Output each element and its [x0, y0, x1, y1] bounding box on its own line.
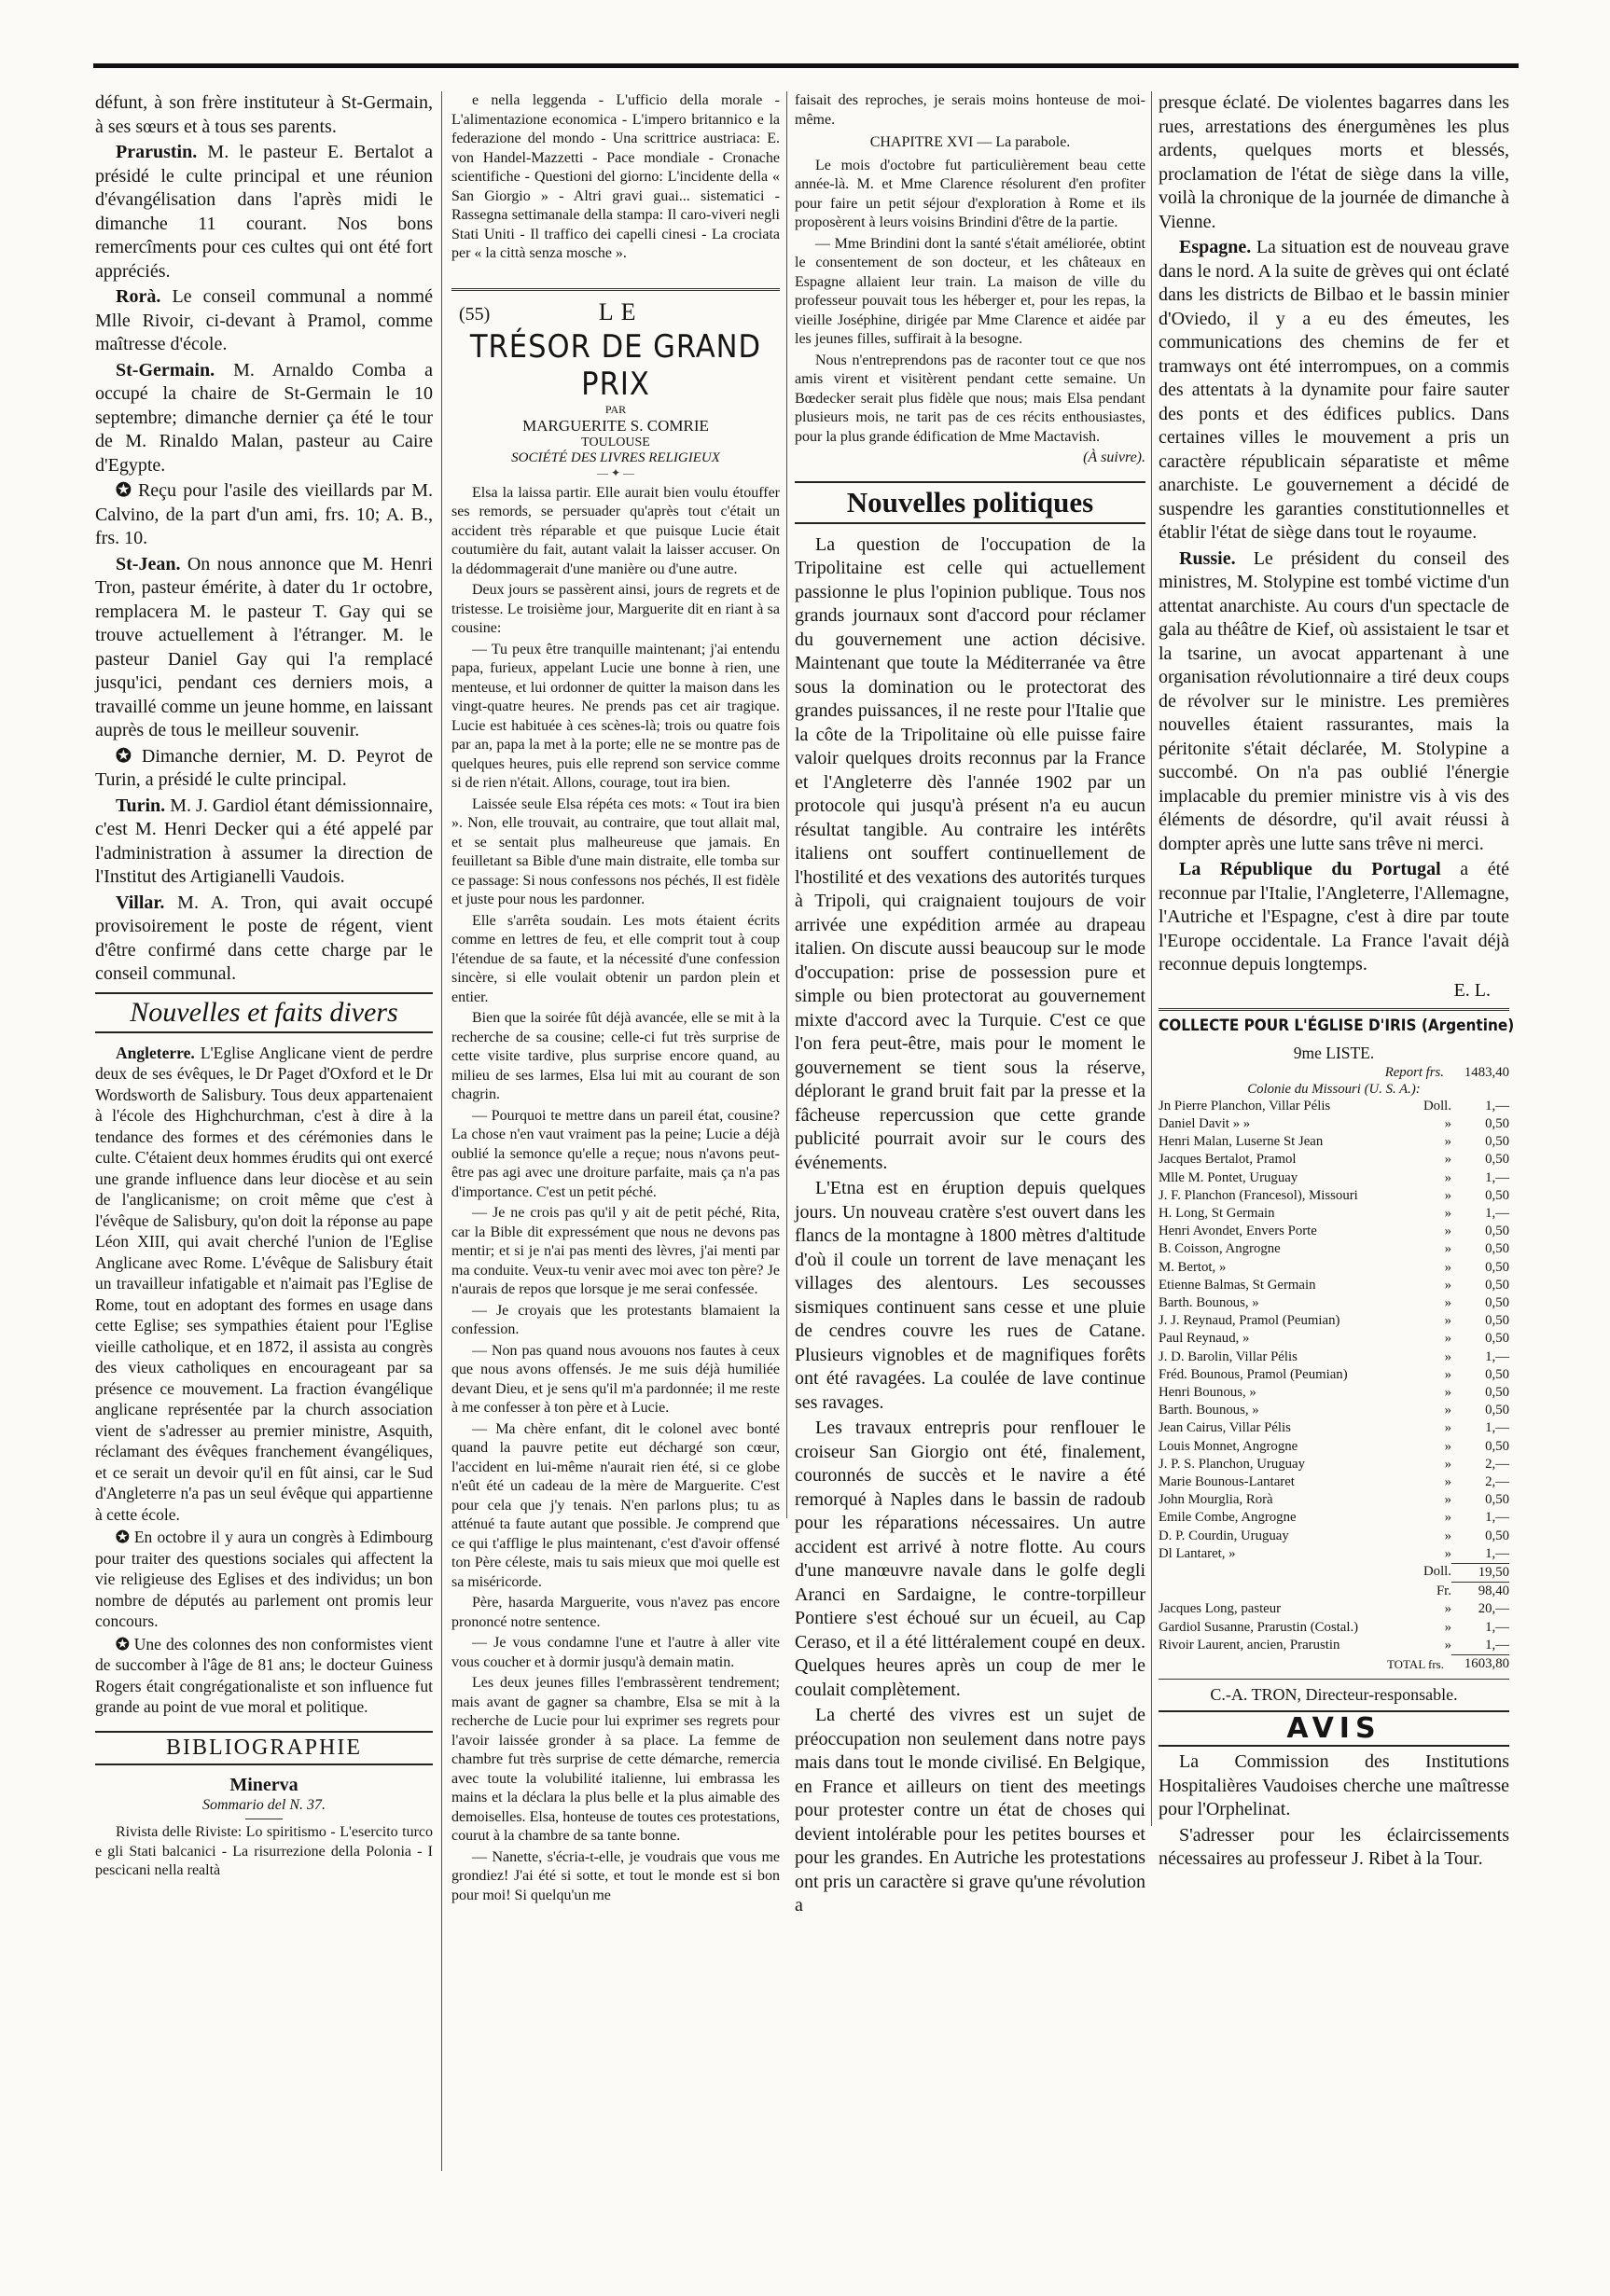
text-paragraph: Deux jours se passèrent ainsi, jours de regrets et de tristesse. Le troisième jour, Marguerite dit en riant à sa cousine:: [451, 582, 780, 636]
donation-amount: 0,50: [1485, 1115, 1509, 1131]
collecte-row: [1159, 1277, 1509, 1294]
collecte-row: [1159, 1187, 1509, 1205]
donation-amount: 0,50: [1485, 1259, 1509, 1275]
collecte-row: [1159, 1402, 1509, 1419]
nouvelles-heading: Nouvelles et faits divers: [95, 992, 433, 1033]
feuilleton-city: TOULOUSE: [581, 435, 650, 450]
donation-amount: 0,50: [1485, 1331, 1509, 1347]
news-paragraph: [1159, 91, 1509, 234]
text-paragraph: — Mme Brindini dont la santé s'était améliorée, obtint le consentement de son docteur, et les châteaux en Espagne allaient leur train. La maison de ville du professeur pouvait tous les héberger et, pour les repas, la vieille Joséphine, dirigée par Mme Clarence et aidée par les jeunes filles, suffirait à la besogne.: [795, 235, 1145, 347]
currency-mark: »: [1444, 1134, 1451, 1150]
collecte-row: [1159, 1205, 1509, 1223]
fr-label: Fr.: [1436, 1583, 1451, 1598]
paragraph-lead: ✪: [116, 480, 132, 501]
collecte-row: [1159, 1619, 1509, 1637]
donor-name: Jacques Bertalot, Pramol: [1159, 1152, 1297, 1168]
text-paragraph: Elle s'arrêta soudain. Les mots étaient écrits comme en lettres de feu, et elle comprit tout à coup l'étendue de sa faute, et la nécessité d'une confession sincère, si elle voulait obtenir un pardon plein et entier.: [451, 912, 780, 1005]
collecte-row: [1159, 1419, 1509, 1437]
text-paragraph: Père, hasarda Marguerite, vous n'avez pas encore prononcé notre sentence.: [451, 1595, 780, 1630]
currency-mark: »: [1444, 1241, 1451, 1257]
collecte-table: [1159, 1064, 1509, 1082]
news-paragraph: [95, 1527, 433, 1632]
paragraph-lead: ✪: [116, 1634, 130, 1653]
donation-amount: 0,50: [1485, 1384, 1509, 1400]
doll-total: 19,50: [1451, 1563, 1509, 1582]
collecte-heading: COLLECTE POUR L'ÉGLISE D'IRIS (Argentine): [1159, 1008, 1509, 1035]
collecte-row: [1159, 1330, 1509, 1348]
donation-amount: 1,—: [1485, 1098, 1509, 1113]
doll-label: Doll.: [1423, 1564, 1451, 1580]
collecte-row: [1159, 1151, 1509, 1169]
donation-amount: 1,—: [1485, 1169, 1509, 1185]
donor-name: Daniel Davit » »: [1159, 1115, 1251, 1131]
collecte-subtotals: [1159, 1563, 1509, 1600]
paragraph-lead: ✪: [116, 1528, 130, 1546]
donation-amount: 0,50: [1485, 1241, 1509, 1257]
directeur-responsable: C.-A. TRON, Directeur-responsable.: [1210, 1685, 1458, 1705]
paragraph-lead: St-Germain.: [116, 359, 215, 380]
collecte-row: [1159, 1294, 1509, 1312]
column-divider: [786, 91, 787, 1518]
paragraph-text: Une des colonnes des non conformistes vient de succomber à l'âge de 81 ans; le docteur Guiness Rogers était congrégationaliste et son influence fut grande au point de vue moral et politique.: [95, 1634, 433, 1716]
currency-mark: »: [1444, 1313, 1451, 1329]
feuilleton-chapter-body: [795, 157, 1145, 448]
text-paragraph: — Je croyais que les protestants blamaient la confession.: [451, 1302, 780, 1337]
currency-mark: »: [1444, 1545, 1451, 1561]
text-paragraph: — Je vous condamne l'une et l'autre à aller vite vous coucher et à dormir jusqu'à demain matin.: [451, 1635, 780, 1670]
collecte-row: [1159, 1240, 1509, 1258]
currency-mark: »: [1444, 1366, 1451, 1382]
total-value: 1603,80: [1451, 1655, 1509, 1674]
donation-amount: 1,—: [1485, 1545, 1509, 1561]
currency-mark: »: [1444, 1456, 1451, 1472]
column-divider: [1151, 91, 1152, 1826]
collecte-row: [1159, 1133, 1509, 1151]
currency-mark: »: [1444, 1637, 1451, 1653]
donation-amount: 0,50: [1485, 1294, 1509, 1310]
paragraph-text: presque éclaté. De violentes bagarres dans les rues, arrestations des énergumènes les plus ardents, quelques morts et blessés, proclamation de l'état de siège dans la ville, voilà la chronique de la journée de dimanche à Vienne.: [1159, 92, 1509, 232]
total-label: TOTAL frs.: [1386, 1656, 1444, 1671]
paragraph-text: Le conseil communal a nommé Mlle Rivoir, ci-devant à Pramol, comme maîtresse d'école.: [95, 286, 433, 354]
currency-mark: »: [1444, 1205, 1451, 1221]
news-paragraph: [95, 745, 433, 793]
collecte-row: [1159, 1456, 1509, 1473]
currency-mark: »: [1444, 1510, 1451, 1526]
collecte-row: [1159, 1637, 1509, 1654]
news-paragraph: [95, 553, 433, 743]
collecte-row: [1159, 1491, 1509, 1509]
politiques-body: [795, 533, 1145, 1918]
text-paragraph: — Non pas quand nous avouons nos fautes à ceux que nous avons offensés. Je me suis déjà humiliée devant Dieu, et je sens qu'il m'a pardonnée; il me reste à me confesser à ton père et à Lucie.: [451, 1342, 780, 1416]
paragraph-text: On nous annonce que M. Henri Tron, pasteur émérite, à dater du 1r octobre, remplacera M. le pasteur T. Gay qui se trouve actuellement à l'étranger. M. le pasteur Daniel Gay qui l'a remplacé jusqu'ici, pendant ces derniers mois, a travaillé comme un jeune homme, en laissant auprès de tous le meilleur souvenir.: [95, 553, 433, 740]
donor-name: Louis Monnet, Angrogne: [1159, 1438, 1298, 1454]
foreign-news: [1159, 91, 1509, 977]
avis-heading: AVIS: [1159, 1710, 1509, 1747]
feuilleton-continued: faisait des reproches, je serais moins honteuse de moi-même.: [795, 92, 1145, 128]
paragraph-lead: Espagne.: [1179, 237, 1252, 257]
column-4: [1159, 91, 1515, 1874]
currency-mark: »: [1444, 1294, 1451, 1310]
donation-amount: 0,50: [1485, 1528, 1509, 1543]
paragraph-text: La situation est de nouveau grave dans le nord. A la suite de grèves qui ont éclaté dans les districts de Bilbao et le bassin minier d'Oviedo, il y a eu des émeutes, les communications des chemins de fer et tramways ont été interrompues, on a commis des attentats à la dynamite pour faire sauter des ponts et des édifices publics. Dans certaines villes le mouvement a pris un caractère républicain séparatiste et même anarchiste. Le gouvernement a décidé de suspendre les garanties constitutionnelles et établir l'état de siège dans tout le royaume.: [1159, 237, 1510, 543]
feuilleton-par: PAR: [604, 402, 627, 416]
donor-name: M. Bertot, »: [1159, 1259, 1227, 1275]
paragraph-lead: La République du Portugal: [1179, 859, 1441, 879]
donor-name: Henri Malan, Luserne St Jean: [1159, 1134, 1324, 1150]
donor-name: D. P. Courdin, Uruguay: [1159, 1528, 1289, 1543]
collecte-row: [1159, 1473, 1509, 1491]
paragraph-lead: ✪: [116, 745, 132, 767]
top-rule: [93, 63, 1519, 68]
collecte-row: [1159, 1366, 1509, 1384]
donor-name: Gardiol Susanne, Prarustin (Costal.): [1159, 1619, 1359, 1635]
news-paragraph: [95, 285, 433, 357]
text-paragraph: — Je ne crois pas qu'il y ait de petit péché, Rita, car la Bible dit expressément que nous ne devons pas mentir; et si je n'ai pas menti des lèvres, j'ai menti par ma conduite. Veux-tu venir avec moi avec ton père? Je n'aurais de repos que lorsque je me serai confessée.: [451, 1205, 780, 1297]
currency-mark: »: [1444, 1169, 1451, 1185]
donor-name: J. D. Barolin, Villar Pélis: [1159, 1349, 1298, 1364]
donor-name: Jn Pierre Planchon, Villar Pélis: [1159, 1098, 1331, 1113]
ornament-icon: — ✦ —: [596, 465, 635, 479]
currency-mark: »: [1444, 1349, 1451, 1364]
paragraph-text: En octobre il y aura un congrès à Edimbourg pour traiter des questions sociales qui affectent la vie religieuse des Eglises et des individus; un bon nombre de députés au parlement ont promis leur concours.: [95, 1528, 433, 1630]
donation-amount: 0,50: [1485, 1313, 1509, 1329]
text-paragraph: Bien que la soirée fût déjà avancée, elle se mit à la recherche de sa cousine; celle-ci fut très surprise de cette visite tardive, plus surprise encore quand, au milieu de ses larmes, Elsa lui mit au courant de son chagrin.: [451, 1010, 780, 1102]
donation-amount: 0,50: [1485, 1134, 1509, 1150]
currency-mark: »: [1444, 1601, 1451, 1617]
donor-name: Emile Combe, Angrogne: [1159, 1510, 1297, 1526]
donor-name: Paul Reynaud, »: [1159, 1331, 1250, 1347]
paragraph-lead: St-Jean.: [116, 553, 181, 574]
currency-mark: »: [1444, 1152, 1451, 1168]
donation-amount: 2,—: [1485, 1473, 1509, 1489]
currency-mark: Doll.: [1423, 1098, 1451, 1113]
donor-name: John Mourglia, Rorà: [1159, 1492, 1273, 1508]
text-paragraph: La cherté des vivres est un sujet de préoccupation non seulement dans notre pays mais dans tout le monde civilisé. En Belgique, en France et ailleurs on tient des meetings pour protester contre un état de choses qui devient intolérable pour les petites bourses et pour les grandes. En Autriche les protestations ont pris un caractère si grave qu'une révolution a: [795, 1705, 1145, 1916]
currency-mark: »: [1444, 1420, 1451, 1436]
donation-amount: 1,—: [1485, 1205, 1509, 1221]
collecte-row: [1159, 1098, 1509, 1115]
collecte-total: [1159, 1654, 1509, 1673]
currency-mark: »: [1444, 1224, 1451, 1239]
paragraph-text: M. A. Tron, qui avait occupé provisoirement le poste de régent, vient d'être confirmé dans cette charge par le conseil communal.: [95, 892, 433, 984]
minerva-title: Minerva: [229, 1774, 298, 1795]
nouvelles-body: [95, 1043, 433, 1718]
donor-name: H. Long, St Germain: [1159, 1205, 1275, 1221]
column-3: [795, 91, 1145, 1920]
feuilleton-body: [451, 484, 780, 1906]
donor-name: Jean Cairus, Villar Pélis: [1159, 1420, 1291, 1436]
paragraph-text: M. Arnaldo Comba a occupé la chaire de St-Germain le 10 septembre; dimanche dernier ça été le tour de M. Rinaldo Malan, pasteur au Caire d'Egypte.: [95, 359, 433, 476]
collecte-row: [1159, 1545, 1509, 1563]
column-2: [451, 91, 780, 1907]
text-paragraph: Elsa la laissa partir. Elle aurait bien voulu étouffer ses remords, se persuader qu'après tout c'était un accident très réparable et que puisque Lucie était coutumière du fait, autant valait la laisser accuser. On la dédommagerait d'une manière ou d'une autre.: [451, 484, 780, 577]
currency-mark: »: [1444, 1115, 1451, 1131]
news-paragraph: [95, 91, 433, 139]
donation-amount: 1,—: [1485, 1637, 1509, 1653]
news-paragraph: [1159, 858, 1509, 977]
donation-amount: 1,—: [1485, 1420, 1509, 1436]
text-paragraph: La question de l'occupation de la Tripolitaine est celle qui actuellement passionne le plus l'opinion publique. Tous nos grands journaux sont d'accord pour réclamer du gouvernement une action décisive. Maintenant que toute la Méditerranée va être sous la domination ou le protectorat des grandes puissances, il ne reste pour l'Italie que la côte de la Tripolitaine où elle puisse faire valoir quelques droits reconnus par la France et l'Angleterre dès l'année 1902 par un protocole qui jusqu'à présent n'a eu aucun résultat tangible. Au contraire les intérêts italiens ont souffert continuellement de l'hostilité et des vexations des autorités turques à Tripoli, qui craignaient toujours de voir arrivée une expédition armée au drapeau italien. On discute aussi beaucoup sur le mode d'occupation: prise de possession pure et simple ou bien protectorat au gouvernement mixte d'accord avec la Turquie. C'est ce que l'on fera peut-être, mais pour le moment le gouvernement se tient sous la réserve, déplorant le grand bruit fait par la presse et la fâcheuse repercussion que cette grande publicité pourrait avoir sur le cours des événements.: [795, 533, 1145, 1173]
donation-amount: 0,50: [1485, 1187, 1509, 1203]
donor-name: Henri Bounous, »: [1159, 1384, 1256, 1400]
currency-mark: »: [1444, 1259, 1451, 1275]
text-paragraph: L'Etna est en éruption depuis quelques jours. Un nouveau cratère s'est ouvert dans les flancs de la montagne à 1800 mètres d'altitude d'où il coule un torrent de lave menaçant les villages des alentours. Les secousses sismiques continuent sans cesse et une pluie de cendres couvre les rues de Catane. Plusieurs vignobles et de magnifiques forêts ont été ravagées. La coulée de lave continue ses ravages.: [795, 1178, 1145, 1413]
news-paragraph: [95, 892, 433, 987]
news-paragraph: [1159, 547, 1509, 857]
donor-name: Dl Lantaret, »: [1159, 1545, 1236, 1561]
donation-amount: 0,50: [1485, 1277, 1509, 1293]
donor-name: J. P. S. Planchon, Uruguay: [1159, 1456, 1306, 1472]
collecte-row: [1159, 1312, 1509, 1330]
paragraph-lead: Turin.: [116, 795, 166, 816]
donor-name: J. F. Planchon (Francesol), Missouri: [1159, 1187, 1358, 1203]
paragraph-lead: Russie.: [1179, 547, 1236, 569]
politiques-heading: Nouvelles politiques: [795, 481, 1145, 524]
paragraph-lead: Villar.: [116, 892, 165, 913]
paragraph-text: M. le pasteur E. Bertalot a présidé le culte principal et une réunion d'évangélisation dans l'après midi le dimanche 11 courant. Nos bons remercîments pour ces cultes qui ont été fort appréciés.: [95, 142, 433, 282]
currency-mark: »: [1444, 1438, 1451, 1454]
feuilleton-le: LE: [598, 297, 644, 325]
collecte-row: [1159, 1438, 1509, 1456]
currency-mark: »: [1444, 1492, 1451, 1508]
donation-amount: 1,—: [1485, 1349, 1509, 1364]
news-paragraph: [95, 1043, 433, 1526]
text-paragraph: Nous n'entreprendons pas de raconter tout ce que nos amis virent et visitèrent pendant cette semaine. Un Bœdecker serait plus fidèle que nous; mais Elsa pendant plusieurs mois, ne tarit pas de ces récits enthousiastes, pour la plus grande édification de Mme Mactavish.: [795, 352, 1145, 445]
donation-amount: 2,—: [1485, 1456, 1509, 1472]
liste-number: 9me LISTE.: [1293, 1044, 1375, 1062]
paragraph-text: a été reconnue par l'Italie, l'Angleterre, l'Allemagne, l'Autriche et l'Espagne, c'est à dire par toute l'Europe occidentale. La France l'avait déjà reconnue depuis longtemps.: [1159, 859, 1510, 975]
donor-name: J. J. Reynaud, Pramol (Peumian): [1159, 1313, 1340, 1329]
paragraph-text: Dimanche dernier, M. D. Peyrot de Turin, a présidé le culte principal.: [95, 745, 433, 790]
collecte-row: [1159, 1349, 1509, 1366]
paragraph-lead: Angleterre.: [116, 1043, 195, 1062]
paragraph-lead: Rorà.: [116, 286, 161, 307]
paragraph-text: M. J. Gardiol étant démissionnaire, c'est M. Henri Decker qui a été appelé par l'administration à assumer la direction de l'Institut des Artigianelli Vaudois.: [95, 795, 433, 887]
currency-mark: »: [1444, 1331, 1451, 1347]
currency-mark: »: [1444, 1403, 1451, 1418]
fr-total: 98,40: [1451, 1583, 1509, 1601]
donation-amount: 0,50: [1485, 1152, 1509, 1168]
news-paragraph: [95, 795, 433, 890]
report-value: 1483,40: [1464, 1064, 1509, 1080]
donor-name: B. Coisson, Angrogne: [1159, 1241, 1281, 1257]
collecte-row: [1159, 1528, 1509, 1545]
donation-amount: 20,—: [1478, 1601, 1509, 1617]
avis-text-2: S'adresser pour les éclaircissements nécessaires au professeur J. Ribet à la Tour.: [1159, 1824, 1509, 1870]
paragraph-text: défunt, à son frère instituteur à St-Germain, à ses sœurs et à tous ses parents.: [95, 92, 433, 137]
chapter-heading: CHAPITRE XVI — La parabole.: [869, 134, 1071, 150]
collecte-rows-2: [1159, 1600, 1509, 1654]
donor-name: Etienne Balmas, St Germain: [1159, 1277, 1316, 1293]
text-paragraph: — Tu peux être tranquille maintenant; j'ai entendu papa, furieux, appelant Lucie une bonne à rien, une menteuse, et lui ordonner de quitter la maison dans les vingt-quatre heures. Ne prends pas cet air tragique. Lucie est habituée à ces scènes-là; trois ou quatre fois par an, papa la met à la porte; elle ne se montre pas de quelques heures, puis elle reprend son service comme si de rien n'était. Allons, courage, tout ira bien.: [451, 641, 780, 791]
currency-mark: »: [1444, 1619, 1451, 1635]
donor-name: Mlle M. Pontet, Uruguay: [1159, 1169, 1298, 1185]
feuilleton-number: (55): [459, 303, 491, 325]
donation-amount: 0,50: [1485, 1403, 1509, 1418]
feuilleton-header: [451, 298, 780, 326]
rivista-text: Rivista delle Riviste: Lo spiritismo - L'esercito turco e gli Stati balcanici - La risurrezione della Polonia - I pescicani nella realtà: [95, 1824, 433, 1878]
news-paragraph: [95, 141, 433, 284]
currency-mark: »: [1444, 1528, 1451, 1543]
text-paragraph: Laissée seule Elsa répéta ces mots: « Tout ira bien ». Non, elle trouvait, au contraire, que tout allait mal, et se sentait plus malheureuse que jamais. En feuilletant sa Bible d'une main distraite, elle tomba sur ce passage: Si nous confessons nos péchés, Il est fidèle et juste pour nous les pardonner.: [451, 795, 780, 907]
feuilleton-title: TRÉSOR DE GRAND PRIX: [469, 327, 762, 403]
signature: E. L.: [1453, 979, 1491, 1001]
text-paragraph: Les deux jeunes filles l'embrassèrent tendrement; mais avant de gagner sa chambre, Elsa se mit à la recherche de Lucie pour lui exprimer ses regrets pour l'avoir laissée gronder à sa place. La femme de chambre fut très surprise de cette démarche, remercia avec toute la volubilité italienne, lui embrassa les mains et la déclara la plus belle et la plus aimable des demoiselles. Elsa, honteuse de toutes ces protestations, courut à la chambre de sa tante bonne.: [451, 1675, 780, 1844]
donor-name: Marie Bounous-Lantaret: [1159, 1473, 1295, 1489]
local-news: [95, 91, 433, 987]
donor-name: Rivoir Laurent, ancien, Prarustin: [1159, 1637, 1340, 1653]
currency-mark: »: [1444, 1473, 1451, 1489]
collecte-rows: [1159, 1098, 1509, 1563]
donation-amount: 0,50: [1485, 1224, 1509, 1239]
text-paragraph: Les travaux entrepris pour renflouer le croiseur San Giorgio ont été, finalement, couronnés de succès et le navire a été remorqué à Naples dans le bassin de radoub pour les réparations nécessaires. Un autre accident est arrivé à notre flotte. Au cours d'une manœuvre navale dans le golfe degli Aranci en Sardaigne, le contre-torpilleur Pontiere s'est échoué sur un écueil, au Cap Ceraso, et il a été littéralement coupé en deux. Quelques heures après un coup de mer le coulait complètement.: [795, 1418, 1145, 1700]
donor-name: Barth. Bounous, »: [1159, 1294, 1259, 1310]
sommario: Sommario del N. 37.: [202, 1796, 326, 1813]
text-paragraph: Le mois d'octobre fut particulièrement beau cette année-là. M. et Mme Clarence résolurent d'en profiter pour faire un petit séjour d'exploration à Rome et ils proposèrent à leurs voisins Brindini d'être de la partie.: [795, 157, 1145, 230]
text-paragraph: — Nanette, s'écria-t-elle, je voudrais que vous me grondiez! J'ai été si sotte, et tout le monde est si bon pour moi! Si quelqu'un me: [451, 1848, 780, 1903]
paragraph-text: L'Eglise Anglicane vient de perdre deux de ses évêques, le Dr Paget d'Oxford et le Dr Wordsworth de Salisbury. Tous deux appartenaient à l'école des Highchurchman, c'est à dire à la tendance des formes et des cérémonies dans le culte. C'étaient deux hommes érudits qui ont exercé une grande influence dans leur diocèse et au sein de l'anglicanisme; on croit même que c'est à l'évêque de Salisbury, qu'on doit la réponse au pape Léon XIII, qui avait cherché l'union de l'Eglise Anglicane avec Rome. L'évêque de Salisbury était un travailleur infatigable et n'aimait pas l'Eglise de Rome, tout en adoptant des formes en usage dans cette Eglise; ses sympathies étaient pour l'Eglise vieille catholique, et en 1872, il assista au congrès des vieux catholiques en encourageant par sa présence ce mouvement. La fraction évangélique anglicane représentée par la church association vient de s'adresser au premier ministre, Asquith, réclamant des évêques franchement évangéliques, et ce serait un devoir qu'il en fût ainsi, car le Sud d'Angleterre n'a pas un seul évêque qui appartienne à cette école.: [95, 1043, 433, 1524]
report-label: Report frs.: [1384, 1064, 1444, 1080]
feuilleton-publisher: SOCIÉTÉ DES LIVRES RELIGIEUX: [511, 450, 720, 465]
text-paragraph: — Ma chère enfant, dit le colonel avec bonté quand la pauvre petite eut déchargé son cœur, l'accident en lui-même n'aurait rien été, si ce globe n'eût été un cadeau de la mère de Marguerite. C'est pour cela que j'y tenais. N'en parlons plus; tu as atténué ta faute autant que possible. Je comprend que ce qui t'afflige le plus maintenant, c'est d'avoir offensé ton Père céleste, mais tu sais mieux que moi quelle est sa miséricorde.: [451, 1420, 780, 1590]
feuilleton-author: MARGUERITE S. COMRIE: [522, 416, 709, 435]
collecte-row: [1159, 1600, 1509, 1618]
paragraph-text: Le président du conseil des ministres, M. Stolypine est tombé victime d'un attentat anarchiste. Au cours d'un spectacle de gala au théâtre de Kief, où assistaient le tsar et la tsarine, un avocat appartenant à une organisation révolutionnaire a tiré deux coups de révolver sur le ministre. Les premières nouvelles étaient rassurantes, mais la péritonite s'était déclarée, M. Stolypine a succombé. On n'a pas oublié l'énergie implacable du premier ministre vis à vis des éléments de désordre, qu'il avait réussi à dompter après une lutte sans trêve ni merci.: [1159, 547, 1509, 854]
minerva-continued: e nella leggenda - L'ufficio della morale - L'alimentazione economica - L'impero britannico e la federazione del mondo - Una scrittrice austriaca: E. von Handel-Mazzetti - Pace mondiale - Cronache scientifiche - Questioni del giorno: L'incidente della « San Giorgio » - Altri gravi guai... sistematici - Rassegna settimanale della stampa: Il caro-viveri negli Stati Uniti - Il traffico dei capelli cinesi - La crociata per « la città senza mosche ».: [451, 92, 780, 261]
donation-amount: 0,50: [1485, 1366, 1509, 1382]
a-suivre: (À suivre).: [1083, 450, 1145, 465]
paragraph-text: Reçu pour l'asile des vieillards par M. Calvino, de la part d'un ami, frs. 10; A. B., frs. 10.: [95, 480, 433, 548]
donation-amount: 0,50: [1485, 1492, 1509, 1508]
collecte-row: [1159, 1384, 1509, 1402]
column-divider: [441, 91, 442, 2171]
paragraph-lead: Prarustin.: [116, 142, 198, 162]
donor-name: Jacques Long, pasteur: [1159, 1601, 1282, 1617]
text-paragraph: — Pourquoi te mettre dans un pareil état, cousine? La chose n'en vaut vraiment pas la peine; Lucie a déjà oublié la semonce qu'elle a reçue; nous n'avons peut-être pas agi avec une droiture parfaite, mais ça n'a pas d'importance. C'est un petit péché.: [451, 1107, 780, 1200]
avis-text-1: La Commission des Institutions Hospitalières Vaudoises cherche une maîtresse pour l'Orphelinat.: [1159, 1751, 1509, 1820]
news-paragraph: [95, 359, 433, 478]
column-1: [95, 91, 433, 1883]
news-paragraph: [95, 1634, 433, 1718]
news-paragraph: [95, 479, 433, 551]
currency-mark: »: [1444, 1187, 1451, 1203]
currency-mark: »: [1444, 1384, 1451, 1400]
collecte-row: [1159, 1509, 1509, 1527]
donation-amount: 1,—: [1485, 1619, 1509, 1635]
donation-amount: 0,50: [1485, 1438, 1509, 1454]
donor-name: Fréd. Bounous, Pramol (Peumian): [1159, 1366, 1348, 1382]
donor-name: Henri Avondet, Envers Porte: [1159, 1224, 1317, 1239]
collecte-row: [1159, 1115, 1509, 1133]
news-paragraph: [1159, 236, 1509, 546]
collecte-row: [1159, 1169, 1509, 1187]
collecte-row: [1159, 1259, 1509, 1277]
donor-name: Barth. Bounous, »: [1159, 1403, 1259, 1418]
currency-mark: »: [1444, 1277, 1451, 1293]
bibliographie-heading: BIBLIOGRAPHIE: [95, 1731, 433, 1765]
donation-amount: 1,—: [1485, 1510, 1509, 1526]
collecte-row: [1159, 1223, 1509, 1240]
colonie-heading: Colonie du Missouri (U. S. A.):: [1247, 1081, 1421, 1097]
